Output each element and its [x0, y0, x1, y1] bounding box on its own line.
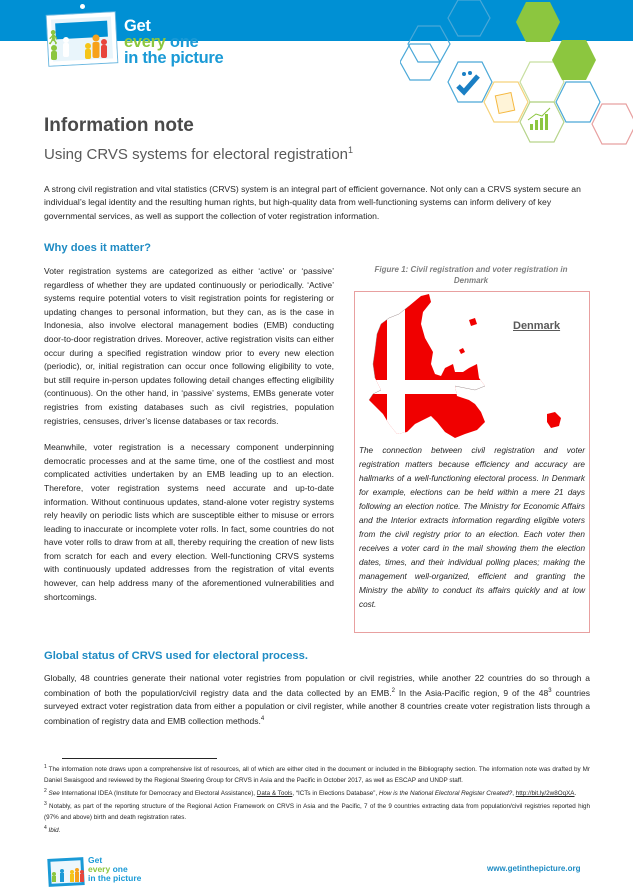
family-figures-icon	[44, 24, 124, 69]
people-check-icon	[458, 71, 478, 92]
map-label-denmark: Denmark	[513, 320, 561, 332]
frame-hook-icon	[80, 4, 85, 9]
people-figures-icon: 🚶︎	[44, 29, 60, 45]
section-heading-global: Global status of CRVS used for electoral process.	[44, 650, 309, 662]
footnote-separator	[62, 758, 217, 759]
logo-line-one: one	[165, 33, 199, 51]
why-body	[44, 265, 334, 617]
footnote-3: $^3$ Notably, as part of the reporting structure of the Regional Action Framework on CRVS in Asia and the Pacific, 7 of the 9 countries extracting data from population/civil registries reported high (97% and above) birth and death registration rates.	[44, 801, 590, 822]
footnote-ref-1[interactable]: 1	[348, 145, 354, 155]
global-paragraph: Globally, 48 countries generate their national voter registries from population or civil registries, while another 22 countries do so through a combination of both the population/civil registry data and the data collected by an EMB.$^2$ In the Asia-Pacific region, 9 of the $48^3$ countries surveyed extract voter registration data from either a population or civil register, while another 8 countries create voter registration lists through a combination of registry data and EMB collection methods.$^4$	[44, 673, 590, 727]
page-title: Information note	[44, 115, 194, 136]
footnote-2: $^2$ See International IDEA (Institute for Democracy and Electoral Assistance), Data & Tools, “ICTs in Elections Database”, How is the National Electoral Register Created?, http://bit.ly/2w8OqXA.	[44, 788, 577, 798]
figure-caption: Figure 1: Civil registration and voter registration in Denmark	[374, 265, 568, 285]
denmark-flag-map	[361, 294, 585, 440]
figure-description: The connection between civil registration and voter registration matters because efficiency and accuracy are hallmarks of a well-functioning electoral process. In Denmark for example, elections can be held within a mere 21 days following an election notice. The Ministry for Economic Affairs and the Interior extracts information regarding eligible voters from the civil registry prior to an election. Each voter then receives a voter card in the mail showing them the election dates, times, and their individual polling places; making the management well-organized, efficient and granting the Ministry the ability to conduct its affairs quickly and at low cost.	[359, 446, 585, 609]
footnotes	[44, 762, 590, 836]
hexagon-decoration	[400, 0, 633, 160]
bar-chart-icon	[528, 108, 550, 130]
family-figures-icon	[48, 862, 88, 888]
link-bitly[interactable]: http://bit.ly/2w8OqXA	[515, 790, 575, 798]
document-icon	[495, 93, 514, 114]
footnote-ref-3[interactable]: 3	[548, 688, 552, 695]
link-data-tools[interactable]: Data & Tools	[256, 790, 293, 798]
logo-wordmark	[124, 18, 223, 66]
footnote-ref-4[interactable]: 4	[260, 716, 265, 723]
footnote-ref-2[interactable]: 2	[391, 688, 395, 695]
page-subtitle: Using CRVS systems for electoral registration$^1$	[44, 145, 354, 163]
figure-box	[354, 291, 590, 633]
logo-line-get: Get	[124, 17, 151, 35]
get-every-one-logo	[44, 4, 244, 74]
why-paragraph-2: Meanwhile, voter registration is a necessary component underpinning democratic processes and at the same time, one of the costliest and most complicated activities undertaken by an EMB leading up to an election. Therefore, voter registration systems need accurate and up-to-date information. Without continuous updates, stand-alone voter registry systems rely heavily on periodic lists which are susceptible either to misuse or errors leading to inaccurate or incomplete voter rolls. In fact, some countries do not have voter rolls to draw from at all, thereby requiring the creation of new lists from scratch for each and every election. Well-functioning CRVS systems with continuously updated addresses from the registration of vital events however, can help address many of the aforementioned vulnerabilities and shortcomings.	[44, 442, 334, 602]
section-heading-why: Why does it matter?	[44, 242, 151, 254]
footnote-4: $^4$ Ibid.	[44, 825, 61, 835]
logo-line-every: every	[124, 33, 166, 51]
footer-logo	[46, 852, 156, 890]
footnote-1: $^1$ The information note draws upon a comprehensive list of resources, all of which are either cited in the document or included in the Bibliography section. The information note was drafted by Mr Daniel Swaisgood and reviewed by the Regional Steering Group for CRVS in Asia and the Pacific in October 2017, as well as ESCAP and UNDP staff.	[44, 764, 590, 785]
logo-line-picture: in the picture	[124, 49, 224, 67]
footer-website-link[interactable]: www.getinthepicture.org	[487, 864, 581, 873]
intro-paragraph: A strong civil registration and vital statistics (CRVS) system is an integral part of efficient governance. Not only can a CRVS system secure an individual’s legal identity and the resulting human rights, but high-quality data from well-functioning systems can inform delivery of key governmental services, as well as support the collection of voter registration information.	[44, 184, 581, 221]
why-paragraph-1: Voter registration systems are categorized as either ‘active’ or ‘passive’ regardless of whether they are updated continuously or periodically. ‘Active’ systems require potential voters to visit registration points for registering or updating changes to personal information, but they can, as is the case in Indonesia, also involve electoral management bodies (EMB) conducting door-to-door registration drives. Moreover, active registration visits can either occur during a specified registration window prior to every new election (periodic), or, initial registration can occur once following eligibility to vote, but still require in-person updates following detail changes effecting eligibility (continuous). On the other hand, in ‘passive’ systems, EMBs generate voter registries from existing databases such as civil registries, population registries, censuses, driver’s license databases or tax records.	[44, 266, 334, 426]
footer-logo-wordmark: Get every one in the picture	[88, 855, 142, 883]
